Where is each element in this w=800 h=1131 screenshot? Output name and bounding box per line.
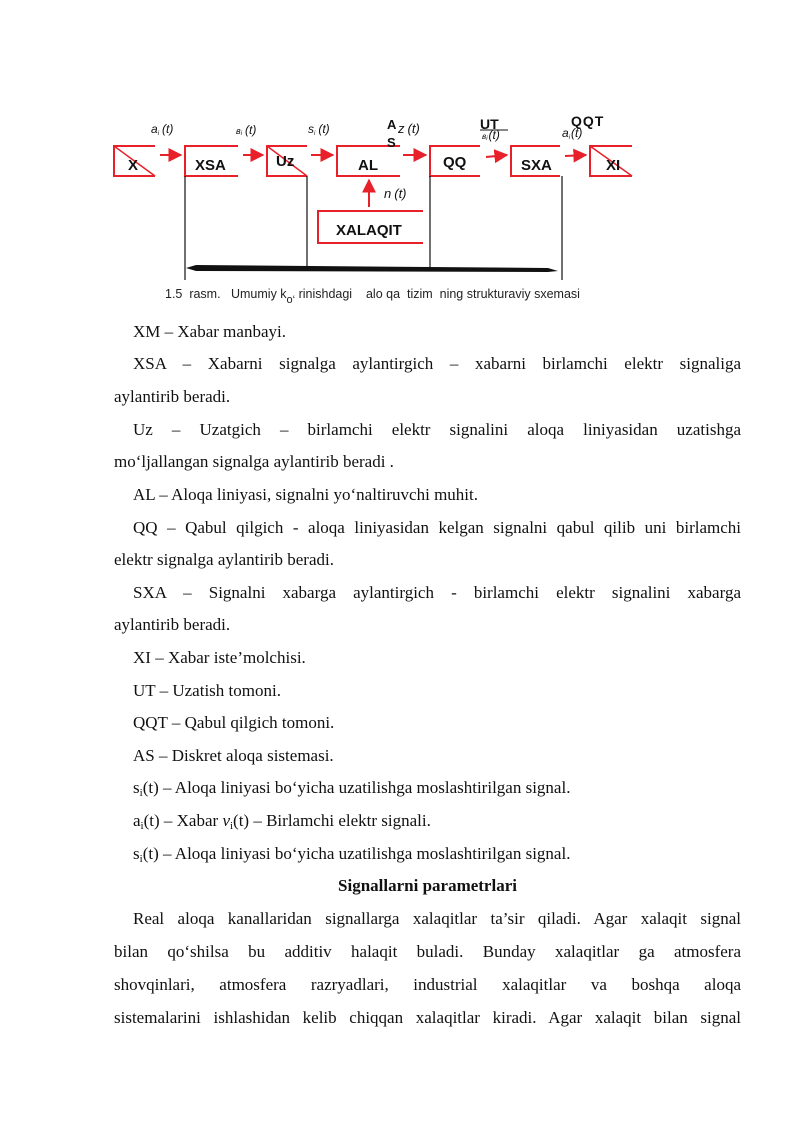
svg-text:A: A	[387, 117, 397, 132]
paragraph-line2: bilan qo‘shilsa bu additiv halaqit buladi. Bunday xalaqitlar ga atmosfera	[114, 942, 741, 961]
block-xi-label: XI	[606, 157, 621, 174]
paragraph-line3: shovqinlari, atmosfera razryadlari, industrial xalaqitlar va boshqa aloqa	[114, 975, 741, 994]
block-qq	[430, 146, 480, 176]
def-qq-line2: elektr signalga aylantirib beradi.	[114, 550, 334, 569]
def-qq-line1: QQ – Qabul qilgich - aloqa liniyasidan kelgan signalni qabul qilib uni birlamchi	[133, 518, 741, 537]
svg-text:si(t): si (t)	[308, 122, 330, 137]
def-ut: UT – Uzatish tomoni.	[133, 681, 281, 700]
block-xi	[590, 146, 632, 176]
def-xm: XM – Xabar manbayi.	[133, 322, 286, 341]
def-si-2: $s_i(t)$ – Aloqa liniyasi bo‘yicha uzatilishga moslashtirilgan signal.	[133, 844, 571, 865]
block-uz	[267, 146, 307, 176]
structural-scheme-diagram	[0, 0, 800, 300]
svg-text:n(t): n (t)	[384, 186, 407, 201]
def-xi: XI – Xabar iste’molchisi.	[133, 648, 306, 667]
def-al: AL – Aloqa liniyasi, signalni yo‘naltiruvchi muhit.	[133, 485, 478, 504]
block-sxa	[511, 146, 560, 176]
svg-text:z(t): z (t)	[398, 121, 420, 136]
def-as: AS – Diskret aloqa sistemasi.	[133, 746, 334, 765]
def-xsa-line2: aylantirib beradi.	[114, 387, 231, 406]
figure-caption: 1.5 rasm. Umumiy ko‘ rinishdagi alo qa tizim ning strukturaviy sxemasi	[165, 287, 580, 306]
svg-text:UT: UT	[480, 116, 499, 132]
paragraph-line1: Real aloqa kanallaridan signallarga xalaqitlar ta’sir qiladi. Agar xalaqit signal	[133, 909, 741, 928]
def-sxa-line2: aylantirib beradi.	[114, 615, 231, 634]
def-ai: $a_i(t)$ – Xabar $\nu_i(t)$ – Birlamchi elektr signali.	[133, 811, 431, 832]
block-al-label: AL	[358, 157, 378, 174]
block-qq-label: QQ	[443, 154, 467, 171]
def-uz-line2: mo‘ljallangan signalga aylantirib beradi .	[114, 452, 394, 471]
def-uz-line1: Uz – Uzatgich – birlamchi elektr signalini aloqa liniyasidan uzatishga	[133, 420, 741, 439]
block-x	[114, 146, 155, 176]
svg-text:ai(t): ai (t)	[151, 122, 174, 137]
block-xsa	[185, 146, 238, 176]
block-uz-label: Uz	[276, 153, 295, 170]
block-noise-label: XALAQIT	[336, 222, 402, 239]
paragraph-line4: sistemalarini ishlashidan kelib chiqqan xalaqitlar kiradi. Agar xalaqit bilan signal	[114, 1008, 741, 1027]
section-heading: Signallarni parametrlari	[338, 876, 517, 895]
block-noise	[318, 211, 423, 243]
def-qqt: QQT – Qabul qilgich tomoni.	[133, 713, 335, 732]
def-xsa-line1: XSA – Xabarni signalga aylantirgich – xabarni birlamchi elektr signaliga	[133, 354, 741, 373]
block-sxa-label: SXA	[521, 157, 552, 174]
block-xsa-label: XSA	[195, 157, 226, 174]
block-x-label: X	[128, 157, 139, 174]
def-si-1: $s_i(t)$ – Aloqa liniyasi bo‘yicha uzatilishga moslashtirilgan signal.	[133, 778, 571, 799]
def-sxa-line1: SXA – Signalni xabarga aylantirgich - birlamchi elektr signalini xabarga	[133, 583, 741, 602]
svg-text:ai(t): ai(t)	[562, 126, 583, 141]
svg-text:вi(t): вi (t)	[236, 123, 257, 137]
svg-text:S: S	[387, 135, 396, 150]
svg-text:вi(t): вi(t)	[482, 128, 500, 142]
svg-text:QQT: QQT	[571, 113, 605, 129]
block-al	[337, 146, 400, 176]
